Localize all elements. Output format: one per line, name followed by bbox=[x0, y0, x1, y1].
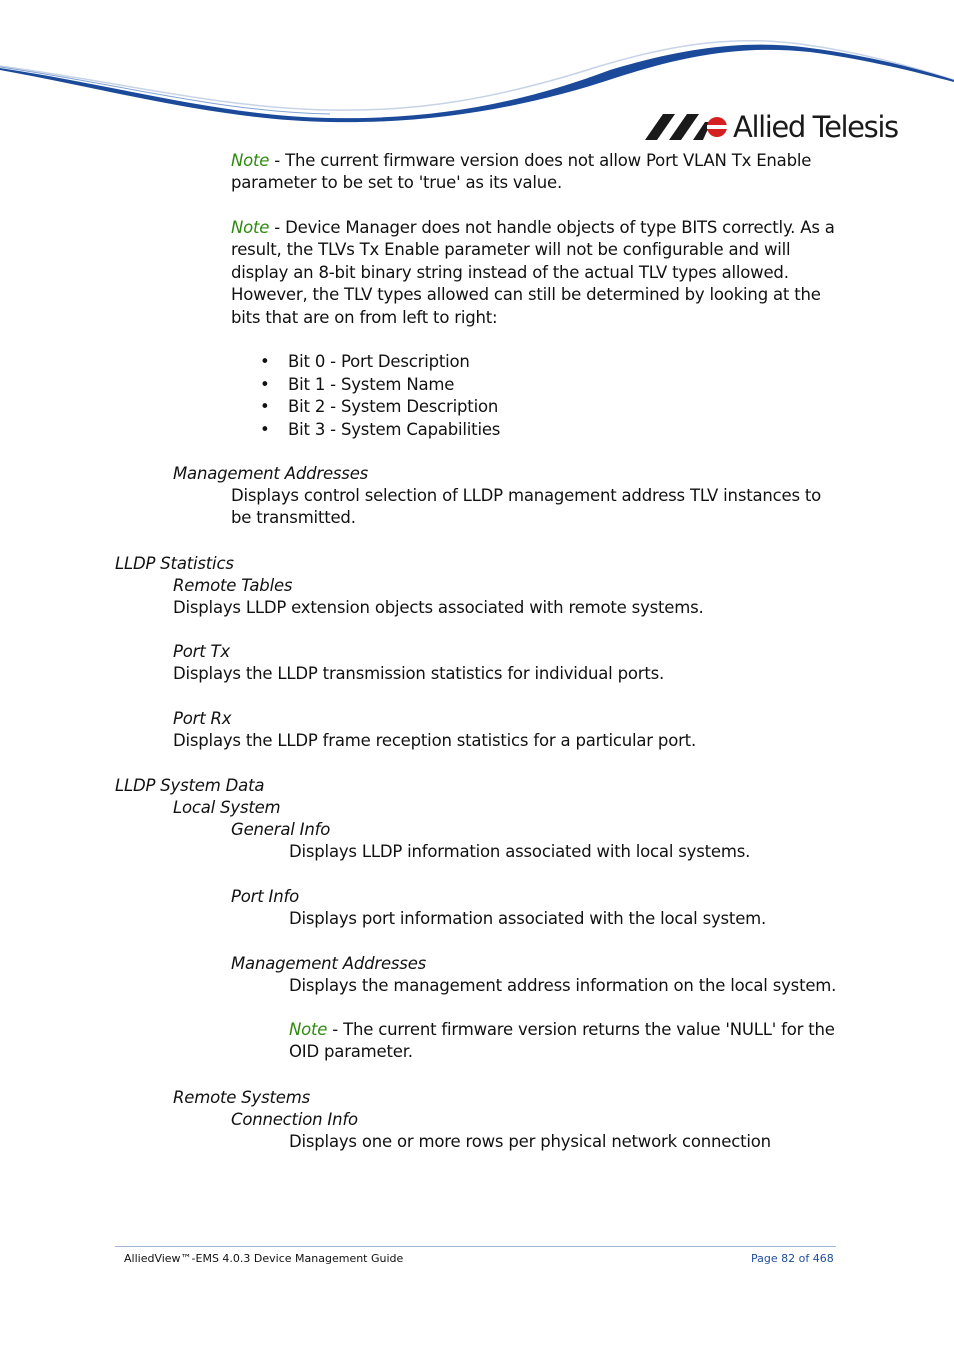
note-vlan-text: - The current firmware version does not allow Port VLAN Tx Enable parameter to be set to 'true' as its value. bbox=[231, 151, 812, 193]
allied-telesis-logo-text: Allied Telesis bbox=[733, 110, 898, 144]
section-description: Displays LLDP information associated with local systems. bbox=[289, 842, 751, 861]
section-heading: Management Addresses bbox=[173, 464, 369, 483]
section-heading: Remote Tables bbox=[173, 576, 293, 595]
allied-telesis-logo-mark-icon bbox=[645, 114, 727, 140]
section-heading: Remote Systems bbox=[173, 1088, 310, 1107]
section-description: Displays the management address information on the local system. bbox=[289, 976, 837, 995]
section-description: Displays LLDP extension objects associated with remote systems. bbox=[173, 598, 704, 617]
section-heading: General Info bbox=[231, 820, 331, 839]
list-item: • Bit 3 - System Capabilities bbox=[258, 419, 500, 442]
section-heading: Port Info bbox=[231, 887, 299, 906]
section-heading: Management Addresses bbox=[231, 954, 427, 973]
section-heading: Port Tx bbox=[173, 642, 230, 661]
footer-document-title: AlliedView™-EMS 4.0.3 Device Management Guide bbox=[124, 1252, 404, 1265]
note-label: Note bbox=[289, 1020, 328, 1039]
section-description: Displays port information associated with the local system. bbox=[289, 909, 767, 928]
allied-telesis-logo bbox=[645, 108, 905, 148]
section-heading: LLDP Statistics bbox=[115, 554, 234, 573]
section-heading: Port Rx bbox=[173, 709, 232, 728]
section-description: Displays control selection of LLDP management address TLV instances to be transmitted. bbox=[231, 486, 822, 528]
note-bits bbox=[231, 217, 841, 329]
section-heading: Local System bbox=[173, 798, 281, 817]
section-description: Displays one or more rows per physical network connection bbox=[289, 1132, 771, 1151]
footer-divider bbox=[115, 1246, 836, 1247]
note-label: Note bbox=[231, 218, 270, 237]
note-bits-text: - Device Manager does not handle objects of type BITS correctly. As a result, the TLVs Tx Enable parameter will not be configurable and will display an 8-bit binary string instead of the actual TLV types allowed. However, the TLV types allowed can still be determined by looking at the bits that are on from left to right: bbox=[231, 218, 835, 327]
section-description: Displays the LLDP transmission statistics for individual ports. bbox=[173, 664, 665, 683]
list-item: • Bit 2 - System Description bbox=[258, 396, 500, 419]
section-heading: Connection Info bbox=[231, 1110, 358, 1129]
note-null-text: - The current firmware version returns the value 'NULL' for the OID parameter. bbox=[289, 1020, 835, 1062]
list-item: • Bit 0 - Port Description bbox=[258, 351, 500, 374]
bits-list bbox=[258, 351, 500, 441]
footer-page-number: Page 82 of 468 bbox=[751, 1252, 834, 1265]
section-heading: LLDP System Data bbox=[115, 776, 265, 795]
list-item: • Bit 1 - System Name bbox=[258, 374, 500, 397]
section-description: Displays the LLDP frame reception statistics for a particular port. bbox=[173, 731, 696, 750]
note-label: Note bbox=[231, 151, 270, 170]
note-vlan bbox=[231, 150, 841, 195]
note-null bbox=[289, 1019, 839, 1064]
